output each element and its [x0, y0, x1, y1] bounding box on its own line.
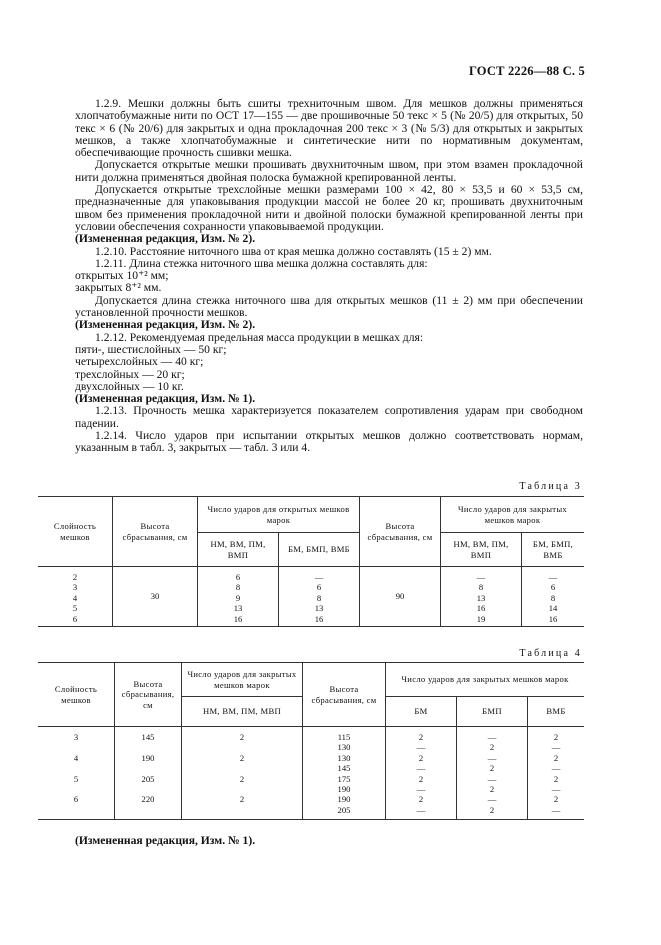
t4-bm: 2 —: [386, 794, 457, 819]
page-header: ГОСТ 2226—88 С. 5: [468, 64, 585, 78]
t4-vmb: 2 —: [528, 753, 585, 774]
t4-bm: 2 —: [386, 727, 457, 753]
list-line: пяти-, шестислойных — 50 кг;: [75, 342, 227, 356]
t4-height1: 220: [115, 794, 182, 819]
t4-bmp: — 2: [457, 727, 528, 753]
t4-height2: 115 130: [303, 727, 386, 753]
t3-head-layers: Слойность мешков: [38, 497, 113, 567]
table4: [38, 662, 584, 820]
table-row: [38, 774, 584, 795]
table-row: [38, 727, 584, 753]
t4-layers: 4: [38, 753, 115, 774]
list-line: четырехслойных — 40 кг;: [75, 355, 204, 369]
amendment-note: (Измененная редакция, Изм. № 2).: [75, 318, 256, 332]
t4-layers: 5: [38, 774, 115, 795]
paragraph: 1.2.12. Рекомендуемая предельная масса продукции в мешках для:: [95, 330, 424, 344]
t4-height1: 190: [115, 753, 182, 774]
t4-vmb: 2 —: [528, 794, 585, 819]
paragraph: 1.2.11. Длина стежка ниточного шва мешка должна составлять для:: [95, 256, 428, 270]
paragraph: Допускается открытые трехслойные мешки размерами 100 × 42, 80 × 53,5 и 60 × 53,5 см, предназначенные для упаковывания продукции массой не более 20 кг, прошивать двухниточным швом без применения прокладочной нити и двойной полоски бумажной крепированной ленты при условии обеспечения сохранности упаковываемой продукции.: [75, 183, 583, 233]
t4-head-vmb: ВМБ: [528, 697, 585, 727]
t4-head-layers: Слойность мешков: [38, 663, 115, 727]
t3-col-layers: 2 3 4 5 6: [38, 567, 113, 627]
paragraph: Допускается открытые мешки прошивать двухниточным швом, при этом взамен прокладочной нити должна применяться двойная полоска бумажной крепированной ленты.: [75, 158, 583, 184]
paragraph: Допускается длина стежка ниточного шва для открытых мешков (11 ± 2) мм при обеспечении установленной прочности мешков.: [75, 293, 583, 320]
t4-head-open-group: Число ударов для закрытых мешков марок: [182, 663, 303, 697]
body-text: [75, 98, 583, 455]
footer-amendment-note: (Измененная редакция, Изм. № 1).: [75, 834, 256, 847]
t3-head-open-b: БМ, БМП, ВМБ: [279, 533, 360, 567]
table-row: [38, 753, 584, 774]
t3-head-closed-b: БМ, БМП, ВМБ: [522, 533, 585, 567]
amendment-note: (Измененная редакция, Изм. № 1).: [75, 392, 256, 406]
list-line: трехслойных — 20 кг;: [75, 367, 185, 381]
t4-count: 2: [182, 794, 303, 819]
t4-vmb: 2 —: [528, 774, 585, 795]
t4-head-closed-group: Число ударов для закрытых мешков марок: [386, 663, 585, 697]
t4-bmp: — 2: [457, 753, 528, 774]
t4-head-height1: Высота сбрасывания, см: [115, 663, 182, 727]
t4-height2: 175 190: [303, 774, 386, 795]
t4-height2: 190 205: [303, 794, 386, 819]
t4-height1: 205: [115, 774, 182, 795]
t4-height2: 130 145: [303, 753, 386, 774]
t4-height1: 145: [115, 727, 182, 753]
paragraph: 1.2.13. Прочность мешка характеризуется показателем сопротивления ударам при свободном падении.: [75, 404, 583, 430]
list-line: двухслойных — 10 кг.: [75, 379, 184, 393]
t3-col-closed-b: — 6 8 14 16: [522, 567, 585, 627]
t3-head-height-open: Высота сбрасывания, см: [113, 497, 198, 567]
t3-col-open-a: 6 8 9 13 16: [198, 567, 279, 627]
paragraph: 1.2.14. Число ударов при испытании открытых мешков должно соответствовать нормам, указанным в табл. 3, закрытых — табл. 3 или 4.: [75, 429, 583, 455]
t4-head-bm: БМ: [386, 697, 457, 727]
t4-bmp: — 2: [457, 794, 528, 819]
t4-layers: 3: [38, 727, 115, 753]
t3-col-open-b: — 6 8 13 16: [279, 567, 360, 627]
t4-vmb: 2 —: [528, 727, 585, 753]
table4-caption: Таблица 4: [519, 648, 582, 659]
table3: [38, 496, 584, 627]
t3-col-closed-a: — 8 13 16 19: [441, 567, 522, 627]
paragraph: 1.2.10. Расстояние ниточного шва от края мешка должно составлять (15 ± 2) мм.: [95, 244, 492, 258]
t4-head-height2: Высота сбрасывания, см: [303, 663, 386, 727]
t4-head-open-a: НМ, ВМ, ПМ, МВП: [182, 697, 303, 727]
table-row: [38, 794, 584, 819]
t3-head-closed-a: НМ, ВМ, ПМ, ВМП: [441, 533, 522, 567]
t4-count: 2: [182, 774, 303, 795]
amendment-note: (Измененная редакция, Изм. № 2).: [75, 232, 256, 246]
t4-count: 2: [182, 727, 303, 753]
paragraph: 1.2.9. Мешки должны быть сшиты трехниточным швом. Для мешков должны применяться хлопчатобумажные нити по ОСТ 17—155 — две прошивочные 50 текс × 5 (№ 20/5) для открытых, 50 текс × 6 (№ 20/6) для закрытых и одна прокладочная 200 текс × 3 (№ 5/3) для открытых и закрытых мешков, а также хлопчатобумажные и синтетические нити по нормативным документам, обеспечивающие прочность сшивки мешка.: [75, 97, 583, 160]
t4-bmp: — 2: [457, 774, 528, 795]
list-line: открытых 10⁺² мм;: [75, 269, 169, 283]
t3-head-closed-group: Число ударов для закрытых мешков марок: [441, 497, 585, 533]
t4-layers: 6: [38, 794, 115, 819]
t4-count: 2: [182, 753, 303, 774]
t3-height-closed: 90: [360, 567, 441, 627]
t4-bm: 2 —: [386, 753, 457, 774]
t3-head-open-group: Число ударов для открытых мешков марок: [198, 497, 360, 533]
table3-caption: Таблица 3: [519, 481, 582, 492]
t3-head-height-closed: Высота сбрасывания, см: [360, 497, 441, 567]
t4-bm: 2 —: [386, 774, 457, 795]
t3-height-open: 30: [113, 567, 198, 627]
t4-head-bmp: БМП: [457, 697, 528, 727]
t3-head-open-a: НМ, ВМ, ПМ, ВМП: [198, 533, 279, 567]
list-line: закрытых 8⁺² мм.: [75, 281, 162, 295]
